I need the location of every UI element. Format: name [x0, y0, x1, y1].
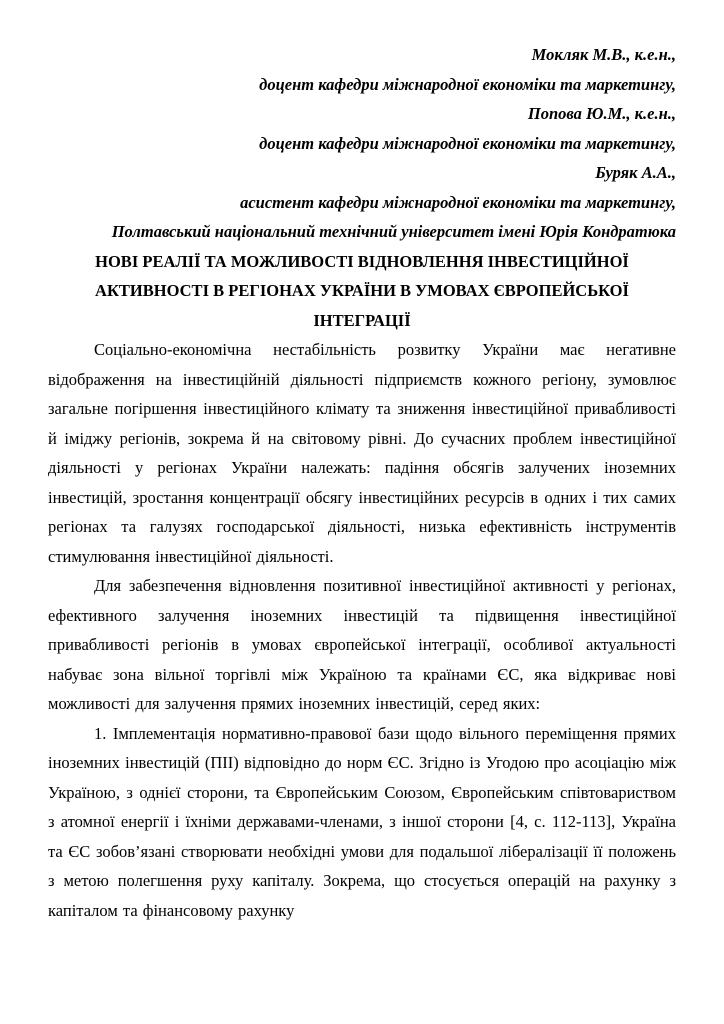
author-name-line: Попова Ю.М., к.е.н., [527, 104, 676, 123]
affiliation-line: асистент кафедри міжнародної економіки та маркетингу, [240, 192, 676, 212]
body-paragraph: 1. Імплементація нормативно-правової бази щодо вільного переміщення прямих іноземних інвестицій (ПІІ) відповідно до норм ЄС. Згідно із Угодою про асоціацію між Україною, з однієї сторони, та Європейським Союзом, Європейським співтовариством з атомної енергії і їхніми державами-членами, з іншої сторони [4, с. 112-113], Україна та ЄС зобов’язані створювати необхідні умови для подальшої лібералізації її положень з метою полегшення руху капіталу. Зокрема, що стосується операцій на рахунку з капіталом та фінансовому рахунку [48, 723, 676, 920]
body-paragraph: Соціально-економічна нестабільність розвитку України має негативне відображення на інвестиційній діяльності підприємств кожного регіону, зумовлює загальне погіршення інвестиційного клімату та зниження інвестиційної привабливості й іміджу регіонів, зокрема й на світовому рівні. До сучасних проблем інвестиційної діяльності у регіонах України належать: падіння обсягів залучених іноземних інвестицій, зростання концентрації обсягу інвестиційних ресурсів в одних і тих самих регіонах та галузях господарської діяльності, низька ефективність інструментів стимулювання інвестиційної діяльності. [48, 340, 676, 566]
author-name-line: Мокляк М.В., к.е.н., [531, 45, 676, 64]
paper-title: НОВІ РЕАЛІЇ ТА МОЖЛИВОСТІ ВІДНОВЛЕННЯ ІНВЕСТИЦІЙНОЇ АКТИВНОСТІ В РЕГІОНАХ УКРАЇНИ В УМОВАХ ЄВРОПЕЙСЬКОЇ ІНТЕГРАЦІЇ [95, 251, 629, 330]
affiliation-line: доцент кафедри міжнародної економіки та маркетингу, [259, 74, 676, 94]
article-body [48, 335, 676, 925]
author-name-line: Буряк А.А., [595, 163, 676, 182]
body-paragraph: Для забезпечення відновлення позитивної інвестиційної активності у регіонах, ефективного залучення іноземних інвестицій та підвищення інвестиційної привабливості регіонів в умовах європейської інтеграції, особливої актуальності набуває зона вільної торгівлі між Україною та країнами ЄС, яка відкриває нові можливості для залучення прямих іноземних інвестицій, серед яких: [48, 576, 676, 713]
university-line: Полтавський національний технічний університет імені Юрія Кондратюка [111, 222, 676, 241]
authors-block [48, 40, 676, 247]
affiliation-line: доцент кафедри міжнародної економіки та маркетингу, [259, 133, 676, 153]
